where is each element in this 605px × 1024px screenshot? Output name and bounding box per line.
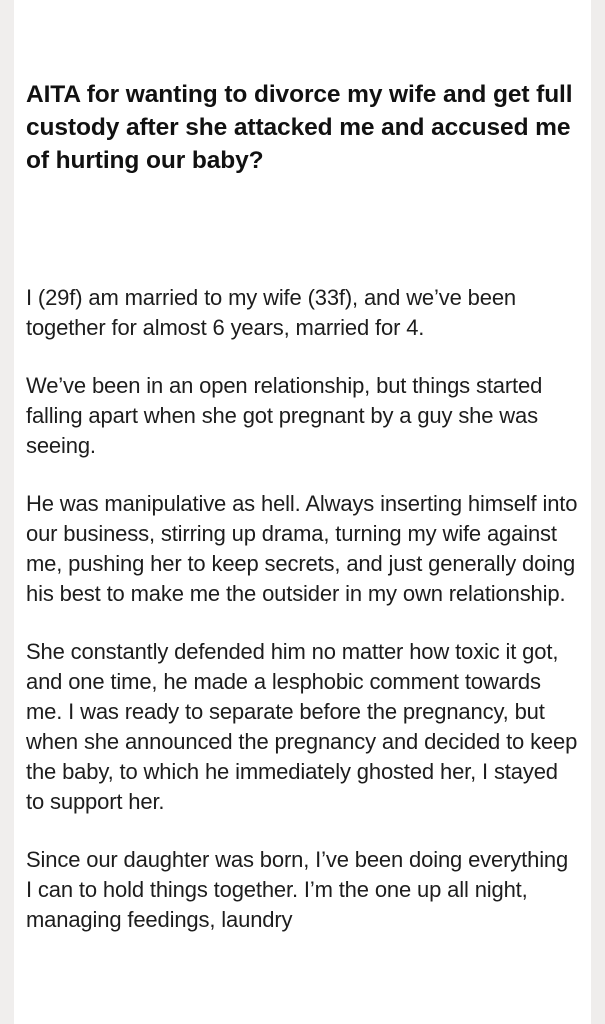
post-paragraph: Since our daughter was born, I’ve been doing everything I can to hold things together. I’m the one up all night, managing feedings, laundry [26, 847, 569, 932]
post-paragraph: She constantly defended him no matter how toxic it got, and one time, he made a lesphobic comment towards me. I was ready to separate before the pregnancy, but when she announced the pregnancy and decided to keep the baby, to which he immediately ghosted her, I stayed to support her. [26, 639, 578, 814]
post-paragraph: He was manipulative as hell. Always inserting himself into our business, stirring up drama, turning my wife against me, pushing her to keep secrets, and just generally doing his best to make me the outsider in my own relationship. [26, 491, 578, 606]
post-paragraph: We’ve been in an open relationship, but things started falling apart when she got pregnant by a guy she was seeing. [26, 373, 543, 458]
post-title: AITA for wanting to divorce my wife and get full custody after she attacked me and accused me of hurting our baby? [26, 81, 573, 174]
post-body [26, 283, 579, 935]
post-paragraph: I (29f) am married to my wife (33f), and we’ve been together for almost 6 years, married for 4. [26, 285, 516, 340]
